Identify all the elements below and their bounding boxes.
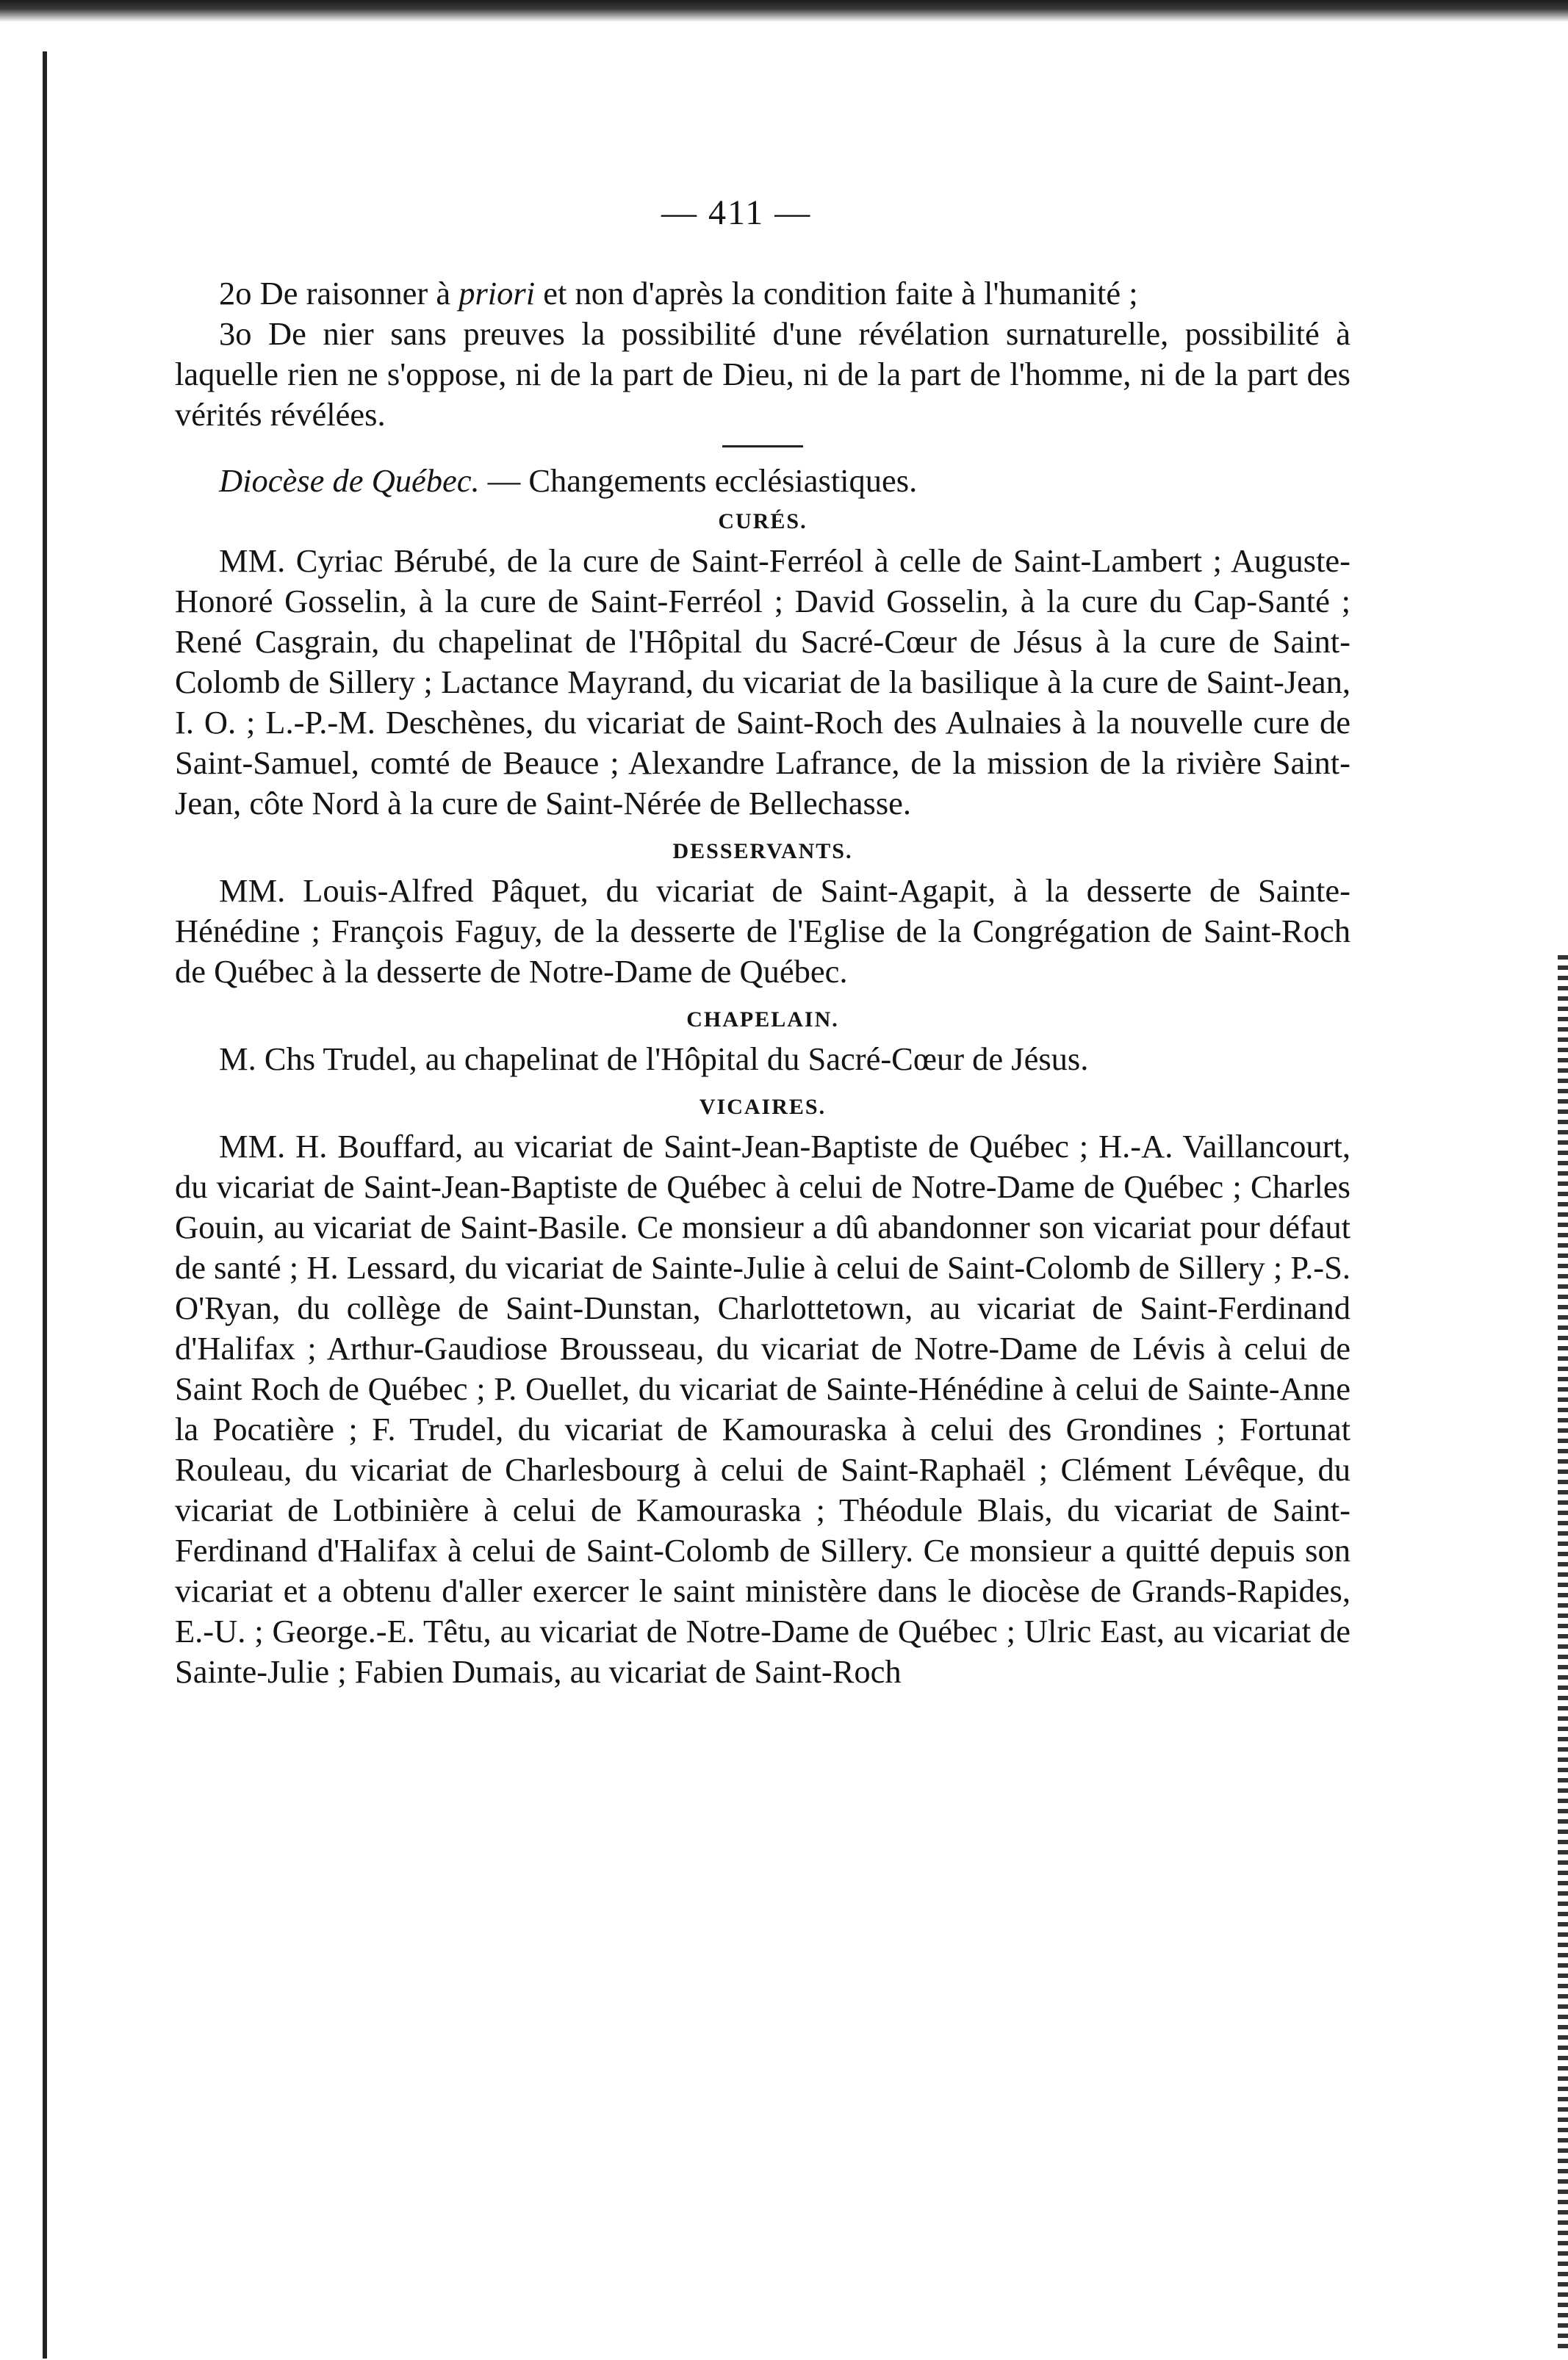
spacer [175,1079,1351,1087]
paragraph-cures: MM. Cyriac Bérubé, de la cure de Saint-Ferréol à celle de Saint-Lambert ; Auguste-Honoré Gosselin, à la cure de Saint-Ferréol ; David Gosselin, à la cure du Cap-Santé ; René Casgrain, du chapelinat de l'Hôpital du Sacré-Cœur de Jésus à la cure de Saint-Colomb de Sillery ; Lactance Mayrand, du vicariat de la basilique à la cure de Saint-Jean, I. O. ; L.-P.-M. Deschènes, du vicariat de Saint-Roch des Aulnaies à la nouvelle cure de Saint-Samuel, comté de Beauce ; Alexandre Lafrance, de la mission de la rivière Saint-Jean, côte Nord à la cure de Saint-Nérée de Bellechasse. [175,542,1351,821]
spacer [175,992,1351,999]
heading-chapelain: CHAPELAIN. [686,1007,839,1032]
page-body [175,273,1351,1692]
intro-paragraph-3: 3o De nier sans preuves la possibilité d'une révélation surnaturelle, possibilité à laquelle rien ne s'oppose, ni de la part de Dieu, ni de la part de l'homme, ni de la part des vérités révélées. [175,315,1351,433]
paragraph-chapelain: M. Chs Trudel, au chapelinat de l'Hôpital du Sacré-Cœur de Jésus. [219,1040,1089,1077]
page-number: — 411 — [661,193,812,232]
paragraph-vicaires: MM. H. Bouffard, au vicariat de Saint-Jean-Baptiste de Québec ; H.-A. Vaillancourt, du vicariat de Saint-Jean-Baptiste de Québec à celui de Notre-Dame de Québec ; Charles Gouin, au vicariat de Saint-Basile. Ce monsieur a dû abandonner son vicariat pour défaut de santé ; H. Lessard, du vicariat de Sainte-Julie à celui de Saint-Colomb de Sillery ; P.-S. O'Ryan, du collège de Saint-Dunstan, Charlottetown, au vicariat de Saint-Ferdinand d'Halifax ; Arthur-Gaudiose Brousseau, du vicariat de Notre-Dame de Lévis à celui de Saint Roch de Québec ; P. Ouellet, du vicariat de Sainte-Hénédine à celui de Sainte-Anne la Pocatière ; F. Trudel, du vicariat de Kamouraska à celui des Grondines ; Fortunat Rouleau, du vicariat de Charlesbourg à celui de Saint-Raphaël ; Clément Lévêque, du vicariat de Lotbinière à celui de Kamouraska ; Théodule Blais, du vicariat de Saint-Ferdinand d'Halifax à celui de Saint-Colomb de Sillery. Ce monsieur a quitté depuis son vicariat et a obtenu d'aller exercer le saint ministère dans le diocèse de Grands-Rapides, E.-U. ; George.-E. Têtu, au vicariat de Notre-Dame de Québec ; Ulric East, au vicariat de Sainte-Julie ; Fabien Dumais, au vicariat de Saint-Roch [175,1128,1351,1690]
scan-top-border [0,0,1568,22]
paragraph-desservants: MM. Louis-Alfred Pâquet, du vicariat de Saint-Agapit, à la desserte de Sainte-Hénédine ; François Faguy, de la desserte de l'Eglise de la Congrégation de Saint-Roch de Québec à la desserte de Notre-Dame de Québec. [175,872,1351,990]
section-title-rest: — Changements ecclésiastiques. [487,462,918,499]
spacer [175,824,1351,831]
heading-cures: CURÉS. [718,509,808,533]
heading-vicaires: VICAIRES. [699,1095,827,1119]
heading-desservants: DESSERVANTS. [672,839,853,863]
section-title [175,461,1351,501]
intro-paragraph-2 [175,273,1351,314]
section-title-italic: Diocèse de Québec. [219,462,480,499]
section-separator [722,445,803,447]
intro-p2-rest: et non d'après la condition faite à l'humanité ; [535,275,1138,312]
scan-left-edge [43,51,47,2359]
intro-p2-prefix: 2o De raisonner à [219,275,459,312]
scan-right-edge [1558,955,1568,2351]
intro-p2-italic: priori [458,275,536,312]
